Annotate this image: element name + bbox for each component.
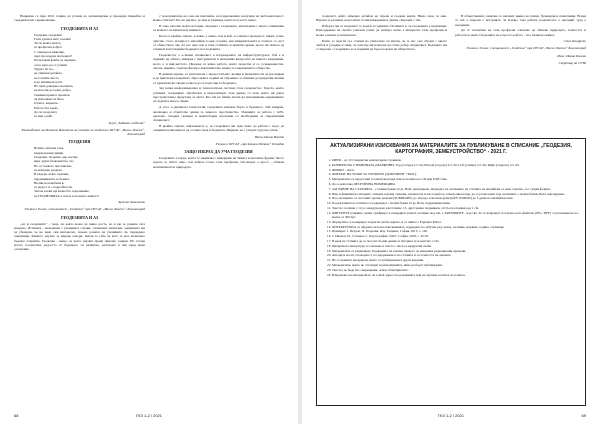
essay-paragraph: „Аз и геодезията“ - тема, по която може да пиша доста, но я ще се радвам сега искрено. Истината - изпълнена с учениците случки, спомените изпеламе, оживените ми да убеждам, че не щом съм интересно, знаеш, разказа на учениците си, предадено завещание. Каквото научих за мерене отвори, мисля за себе си като за мое възможно бъдещо откритие. Геодезия - нещо, за което научих преди няколко години. Но тогава когато почувствах радостта от бъдещото си развитие, разгледах в нея пред мене осъзнание.	[14, 221, 145, 252]
essay-affiliation: Ученик в 9 клас, специалност „Геодезия“ при ПГСАГ „Васил Левски“ Благоевград	[466, 46, 586, 51]
poem1-title: ГЕОДЕЗИЯТА И АЗ	[60, 25, 99, 31]
requirement-item: 14. ЛИТЕРАТУРАТА се оформя съгласно изискванията, подредена по азбучен ред: автор, заглавие, издание, година, страници.	[332, 225, 579, 229]
paragraph: Катко за пръсти със стъпки на учителите си мисля, че за нас съм обучен с много любов и усърдие и знам, че това ще ми помогне да стана добър специалист. Бъдещето ми е свързано с геодезията и се надявам да бъда полезен на обществото.	[316, 38, 447, 52]
paragraph: Зад всяка информационна и технологична система стои геодезистът. Хората, които усвояват, съхраняват, обработват и визуализират тези данни, са тези, които ни дават пространствена представа за света. Без тях не бихме могли да изпълняваме ежедневните си задачи в много сфери.	[153, 86, 284, 104]
requirement-item: 11. Текстът се пише с 12 pt, междуредово разстояние 1,5, двустранно подравнен, отстъп на първия ред 1 cm.	[332, 206, 579, 210]
poem-line: Вълни на влюбени в,	[34, 180, 65, 185]
requirement-item: 5. Материалите се представят в електронен вид или по пощата на CD или USB стик.	[332, 177, 579, 181]
right-page-column-1	[316, 14, 447, 134]
requirement-item: 23. Текстът да бъде без съкращения, освен общоприетите.	[332, 268, 579, 272]
poem-line: В кадъра, която правиш,	[34, 172, 70, 177]
poem-line: Но щом довърша поезията,	[34, 84, 74, 89]
requirement-item: 10. Подзаглавията в статията се подреждат с малки букви 12 pt, Bold, подравнени вляво.	[332, 201, 579, 205]
requirement-item: 20. Авторите носят отговорност за съдържанието на статията и за точността на данните.	[332, 253, 579, 257]
requirement-item: 21. Не се приемат материали, които са публикувани в други издания.	[332, 258, 579, 262]
requirements-list	[323, 158, 579, 277]
poem-line: Затова всеки ще казва без задължение,	[34, 189, 90, 194]
poem-line: Получавам факти за черпене,	[34, 58, 77, 63]
poem2-title: ГЕОДЕЗИЯ	[68, 139, 91, 145]
paragraph: В крайна сметка, най-важното е, че геодезията ми дава шанс да работя с хора, да откривам нови неща и да оставя следа в бъдещето. Вярвам, че с упорит труд ще успея.	[153, 123, 284, 133]
essay-affiliation: Ученик в ПГСАГ „Арх Камен Петков“ Пловдив	[215, 141, 284, 146]
right-page-column-2	[455, 14, 586, 134]
poem-line: за радост и с подробности.	[34, 185, 73, 190]
poem-line: а все едно да се учиме!	[34, 62, 68, 67]
requirement-item: 18. Цитираната литература се означава в текста с числа в квадратни скоби.	[332, 244, 579, 248]
poem-line: Но за тънкото пресмятане	[34, 163, 72, 168]
page-number: 69	[581, 413, 586, 418]
paragraph: Да се посветиш на тази професия означава да обичаш природата, точността и работата в екип. Геодезията не е просто работа - тя е начин на живот.	[455, 28, 586, 37]
paragraph: Изборът ми за геодезист се доказа в годините. Истината е, че геодезията е призвание. Благодарение на своите учители успях да разбера колко е интересна тази професия и колко е важна за всички нас.	[316, 24, 447, 37]
poem-line: на точните места	[34, 75, 59, 80]
requirement-item: 3. ШРИФТ - Arial.	[332, 168, 579, 172]
poem-line: Гали душата като поезия!	[34, 36, 72, 41]
poem-line: Снимки правя в проекти,	[34, 92, 71, 97]
poem-line: и да напишеш кота!	[34, 79, 63, 84]
signer-role: Секретар на СГЗБ	[558, 60, 586, 65]
requirement-item: 4. ФОРМАТ НА WORD ЗА WINDOWS (ДОКУМЕНТ *.DOC).	[332, 172, 579, 176]
poem2-affiliation: Ученик в 8 клас, специалност „Геодезия“ при ПГСАГ „Васил Левски“, Благоевград	[24, 207, 145, 212]
poem-line: първи крачки зрими.	[34, 150, 64, 155]
requirement-item: 2. РАЗМЕРИ НА СТРАНИЦАТА (МАРЖОВЕ): Top (отгоре) 2,5 cm; Bottom (отдолу) 2,5 cm; Left (отляво) 2,5 cm; Right (отдясно) 2,5 cm.	[332, 163, 579, 167]
poem-line: С алидада и нивелир,	[34, 49, 65, 54]
requirement-item: 7. ЗАГЛАВИЕ НА СТАТИЯТА - с главни букви 12 pt, Bold, центрирано. Преводът на заглавието на статията на английски се дава отделно, със същия формат.	[332, 187, 579, 191]
poem-line: предизвикател за белите.	[34, 176, 71, 181]
poem-line: през прозореца погледнат!	[34, 54, 73, 59]
signer-name: Инж. Ивана Колева	[557, 53, 586, 58]
essay-author: Стел Кацарски	[563, 39, 586, 44]
paragraph: с тези приятели, не само ме замотваха, но и вдъхновиха и научиха на любознателност. Какво стигнах? После научих, че има и ученици, които под често нещо.	[153, 14, 284, 23]
poem-line: на мен ми досадно-добро.	[34, 88, 72, 93]
requirements-title: АКТУАЛИЗИРАНИ ИЗИСКВАНИЯ ЗА МАТЕРИАЛИТЕ ЗА ПУБЛИКУВАНЕ В СПИСАНИЕ „ГЕОДЕЗИЯ, КАРТОГРАФИЯ, ЗЕМЕУСТРОЙСТВО“ - 2021 Г.	[330, 143, 572, 155]
poem-line: Ти си моята мечта,	[34, 41, 62, 46]
poem-line: Всичко започва така,	[34, 146, 65, 151]
paragraph: Геодезията е наука, която се занимава с измерване на Земята и неговите форми. Често хората се питат защо съм избрал точно тази професия. Отговорът е прост - обичам математиката и природата.	[153, 156, 284, 169]
poem-line: Отчета, карнети...	[34, 101, 60, 106]
requirement-item: 13. Формулите се номерират в кръгли скоби, вдясно, и се пишат с Equation Editor.	[332, 220, 579, 224]
left-page-column-1	[14, 14, 145, 400]
requirement-item: 15. Примери: 1. Петров, П. Геодезия. Изд. Техника, София, 2015, с. 120.	[332, 229, 579, 233]
poem-line: Геодезия, ти ценно дар носиш	[34, 155, 78, 160]
paragraph: Геодезистът е основен специалист в изграждането на инфраструктурата. Той е и първият на обекта, измерва с инструменти и изпълнява въпросите на нашето ежедневие, което е и най-чистото. Прадове за всяка работа, която пораства и се усъвършенства. Затова, именно, тази професия е изключително важна за съвременното общество.	[153, 53, 284, 71]
right-page	[302, 0, 600, 424]
essay-title: ГЕОДЕЗИЯТА И АЗ	[60, 214, 99, 220]
poem2-author: Христо Чавелинов	[118, 199, 145, 204]
requirement-item: 6. Да се използва ДЕСЕТИЧНА НОМЕРАЦИЯ.	[332, 182, 579, 186]
poem-line: Работа без край...	[34, 105, 60, 110]
requirements-box	[316, 138, 586, 406]
requirement-item: 19. Материалите се рецензират. Редакцията си запазва правото да извършва редакционни промени.	[332, 249, 579, 253]
intro-paragraph: Надяваме се през 2021 година да успеем да организираме и проведем mъщебно и съдържателно съревнование.	[14, 14, 145, 23]
page-number: 68	[14, 413, 19, 418]
journal-issue: ГКЗ 1-2 / 2021	[136, 413, 162, 418]
essay-author: Васил Палов Владов	[254, 134, 284, 139]
poem-line: за професия добра!	[34, 45, 62, 50]
requirement-item: 8. Име и фамилия на авторите, техните научни степени, длъжности и месторабота, електронна поща, да се разположат под заглавието с малки букви, Bold, центрирани.	[332, 192, 579, 196]
poem-line: не ГЕОДЕЗИЯТА в полза за всекиго живота!	[34, 193, 99, 198]
paragraph: И така започна моята история, свързана с геодезията, изпъльнена с много занимание за вечната си мисия към знанието.	[153, 24, 284, 33]
requirement-item: 1. ОБЕМ - до 10 стандартни компютърни страници.	[332, 158, 579, 162]
requirement-item: 16. 2. Иванов, И., Стоянов, С. Картография. УАСГ, София, 2018, с. 45-67.	[332, 234, 579, 238]
requirement-item: 24. Изпращане на материалите: на e-mail адреса на редакцията или на хартиен носител по пощата.	[332, 273, 579, 277]
poem2-body	[14, 146, 145, 198]
requirement-item: 17. В края на статията да се посочат пълни данни за авторите и за контакт с тях.	[332, 239, 579, 243]
section-title: ЗАЩО ИЗБРАХ ДА УЧА ГЕОДЕЗИЯ	[184, 149, 253, 155]
paragraph: В обществените записки се запазват имена на улици, булеварди и паметници. Всеки от тях е свързан с историята. За всичко това работи геодезистът, а неговият труд е неоценим.	[455, 14, 586, 27]
journal-issue: ГКЗ 1-2 / 2021	[438, 413, 464, 418]
requirement-item: 9. Под заглавието се поставят: кратко резюме (SUMMARY) до 10 реда, ключови думи (KEY WORDS) до 5 думи на английски език.	[332, 196, 579, 200]
poem-line: Да си геодезист,	[34, 109, 58, 114]
paragraph: А сега, в днешната технология, геодезията навлиза бързо в бъдещето. Той измерва, анализира и обработва данни за земното пространство. Уменията за работа с GPS, дронове, лазерни скенери и компютърни програми са необходими за съвременния специалист.	[153, 105, 284, 123]
requirement-item: 12. ФИГУРИТЕ (снимки, схеми, графики) се номерират и имат заглавие под тях, а ТАБЛИЦИТЕ - над тях. Те се изпращат и отделно като файлове (JPG, TIFF) с резолюция не по-малка от 300 dpi.	[332, 211, 579, 219]
poem1-body	[14, 33, 145, 119]
poem-line: за мен е рай!	[34, 114, 53, 119]
left-page-column-2	[153, 14, 284, 400]
left-page	[0, 0, 298, 424]
poem-line: Геодезия, геодезия!	[34, 32, 63, 37]
poem-line: не измерих раздела.	[34, 167, 63, 172]
poem-line: да снимаш детайла,	[34, 71, 63, 76]
poem-line: вяра чудна безкористно със.	[34, 159, 75, 164]
paragraph: В днешно време, аз разполагам с предостатъчно знания и възможности да изследвам и да прилагам геодезията. През моите години на обучение се опитвам да придобия знания от практическа гледна точка и да се подготвя за бъдещето.	[153, 71, 284, 85]
poem-line: си изпълвам си бяло.	[34, 97, 65, 102]
poem-line: Трудът бе по-,	[34, 66, 55, 71]
poem1-affiliation: Ръководител на Игнатов Валентин за ученика по геодезия в ПГСАГ „Васил Левски“, Благоевград	[21, 127, 145, 137]
poem1-author: Клуб „Забавна геодезия“	[108, 120, 145, 125]
paragraph: геодезист, който измерва детайли на терена и създава карти. Нещо ново за мен. Научих за разлики, които имат точни измерения и данни, свързани с тях.	[316, 14, 447, 23]
requirement-item: 22. Материалите, които не отговарят на изискванията, няма да бъдат публикувани.	[332, 263, 579, 267]
paragraph: Което в крайна сметка, и какво у какво съм и кой, за генерал преданост, нямах точно чувство. Сега, всъщност, мислейки за нея осъзнах, как измервателната и точност са част от обществото ми. Аз все още съм в това стабилно и приятно време, което ни помага да открием и изследваме бъдещето на геодезията.	[153, 34, 284, 52]
